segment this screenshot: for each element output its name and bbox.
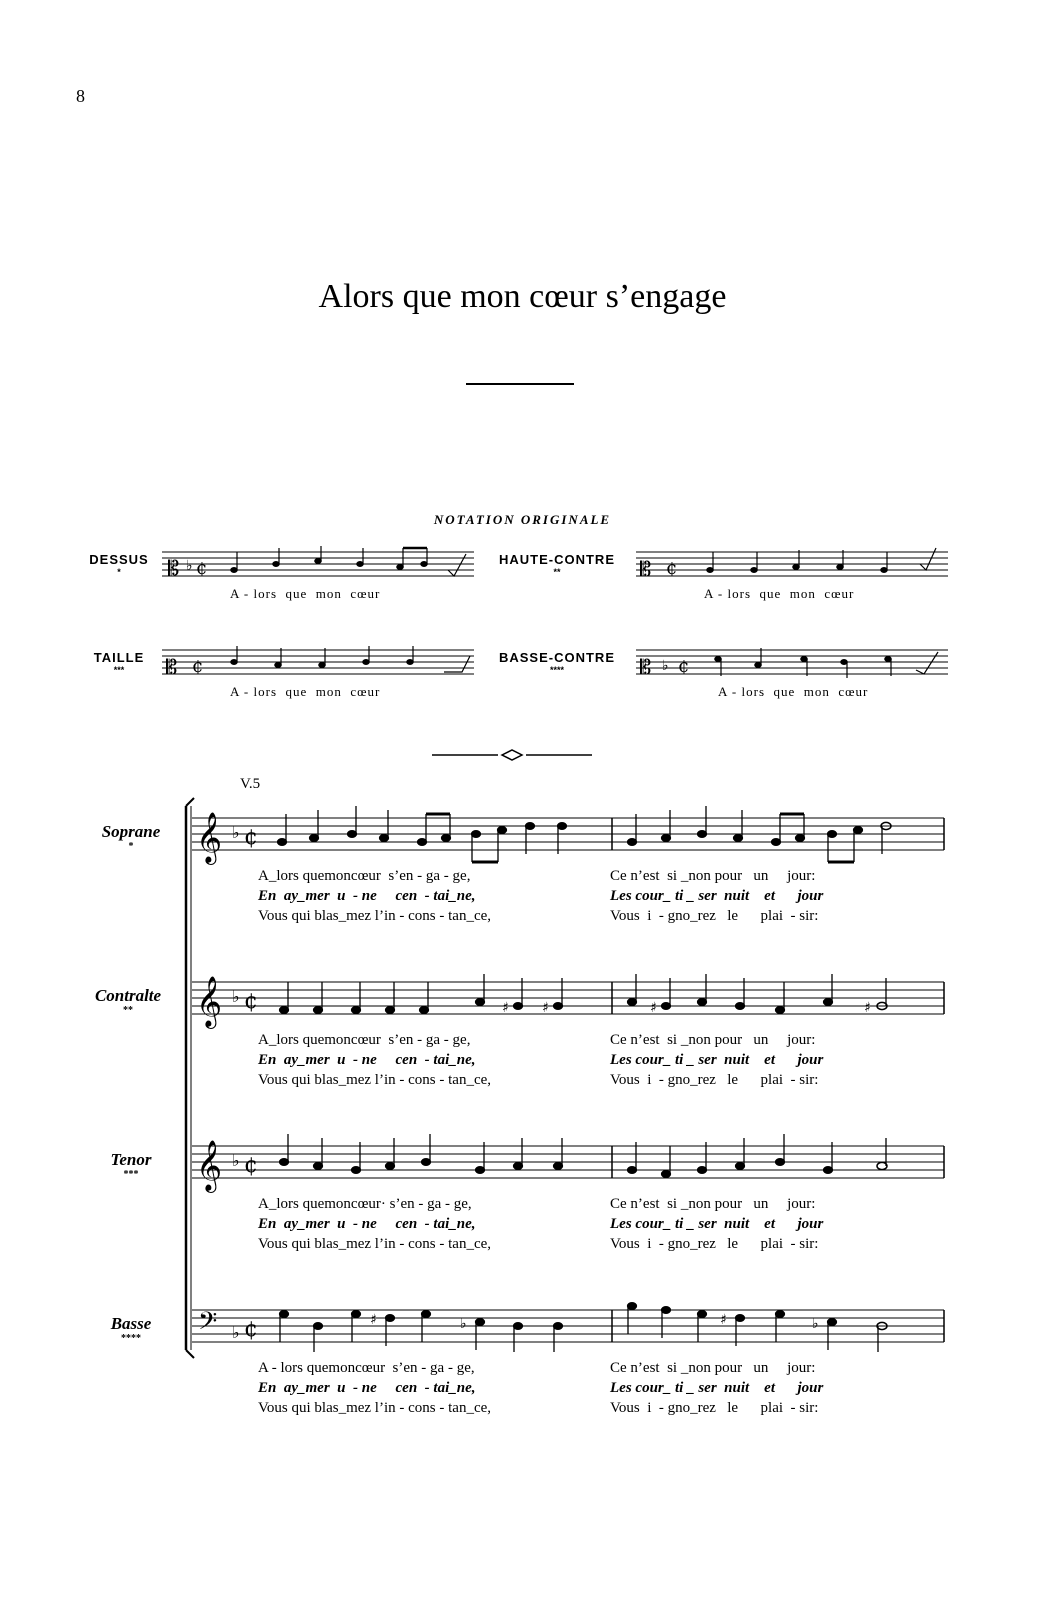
part-name: Soprane — [101, 822, 161, 841]
incipit-lyric-basse-contre: A - lors que mon cœur — [718, 684, 869, 699]
incipit-staff-haute-contre — [636, 548, 948, 584]
verse-line — [258, 886, 491, 906]
staff-soprane — [192, 800, 948, 863]
lyric-measure-2: Ce n’est si _non pour un jour: — [610, 1032, 816, 1048]
verse-line — [610, 886, 823, 906]
svg-text:𝄡: 𝄡 — [640, 655, 652, 679]
svg-text:𝄢: 𝄢 — [198, 1307, 218, 1342]
svg-text:♭: ♭ — [662, 658, 669, 674]
verse-line — [610, 1358, 823, 1378]
system-bracket — [180, 806, 194, 1350]
svg-text:¢: ¢ — [666, 558, 678, 579]
incipit-lyric-taille: A - lors que mon cœur — [230, 684, 381, 699]
svg-text:♭: ♭ — [232, 987, 240, 1006]
incipit-lyric-haute-contre: A - lors que mon cœur — [704, 586, 855, 601]
verse-line — [258, 1234, 491, 1254]
lyric-measure-1: A - lors quemoncœur s’en - ga - ge, — [258, 1360, 475, 1376]
lyric-measure-2: Les cour_ ti _ ser nuit et jour — [610, 1052, 824, 1068]
verse-line — [258, 1070, 491, 1090]
voice-label-haute-contre — [480, 552, 634, 577]
part-stars: *** — [123, 1169, 139, 1180]
ornamental-divider — [432, 748, 592, 762]
svg-text:♭: ♭ — [186, 558, 193, 574]
lyric-measure-1: Vous qui blas_mez l’in - cons - tan_ce, — [258, 1072, 492, 1088]
part-name: Contralte — [94, 986, 162, 1005]
lyrics-tenor-m2 — [610, 1194, 823, 1254]
tempo-mark: V.5 — [240, 776, 261, 792]
lyric-measure-1: A_lors quemoncœur· s’en - ga - ge, — [258, 1196, 472, 1212]
lyric-measure-2: Ce n’est si _non pour un jour: — [610, 1196, 816, 1212]
part-label-soprane — [86, 822, 176, 852]
voice-stars: **** — [549, 665, 564, 675]
lyric-measure-1: Vous qui blas_mez l’in - cons - tan_ce, — [258, 908, 492, 924]
staff-basse — [192, 1292, 948, 1352]
incipit-staff-basse-contre — [636, 646, 948, 682]
part-stars: ** — [123, 1005, 133, 1016]
lyric-measure-2: Ce n’est si _non pour un jour: — [610, 1360, 816, 1376]
verse-line — [610, 1030, 823, 1050]
svg-text:¢: ¢ — [678, 656, 690, 677]
svg-text:♯: ♯ — [720, 1312, 727, 1328]
notation-heading: NOTATION ORIGINALE — [433, 512, 612, 527]
lyric-measure-2: Les cour_ ti _ ser nuit et jour — [610, 888, 824, 904]
svg-text:♭: ♭ — [232, 1323, 240, 1342]
voice-label-basse-contre — [480, 650, 634, 675]
lyrics-tenor — [258, 1194, 491, 1254]
svg-text:♯: ♯ — [542, 1000, 549, 1016]
svg-text:♯: ♯ — [370, 1312, 377, 1328]
lyrics-basse — [258, 1358, 491, 1418]
svg-text:¢: ¢ — [244, 1153, 258, 1178]
voice-label-taille — [80, 650, 158, 675]
page-number: 8 — [76, 86, 85, 106]
svg-text:♭: ♭ — [232, 1151, 240, 1170]
part-label-tenor — [86, 1150, 176, 1180]
voice-name: DESSUS — [89, 552, 149, 567]
staff-contralte — [192, 964, 948, 1027]
lyric-measure-1: A_lors quemoncœur s’en - ga - ge, — [258, 1032, 471, 1048]
lyrics-basse-m2 — [610, 1358, 823, 1418]
svg-text:♭: ♭ — [460, 1316, 467, 1332]
voice-name: HAUTE-CONTRE — [499, 552, 615, 567]
lyrics-soprane — [258, 866, 491, 926]
svg-text:♭: ♭ — [812, 1316, 819, 1332]
svg-text:𝄞: 𝄞 — [196, 1140, 223, 1191]
svg-text:𝄡: 𝄡 — [166, 655, 178, 679]
voice-label-dessus — [80, 552, 158, 577]
verse-line — [610, 1194, 823, 1214]
svg-text:♯: ♯ — [650, 1000, 657, 1016]
part-label-contralte — [80, 986, 176, 1016]
verse-line — [610, 1050, 823, 1070]
lyrics-soprane-m2 — [610, 866, 823, 926]
voice-name: BASSE-CONTRE — [498, 650, 615, 665]
lyric-measure-2: Vous i - gno_rez le plai - sir: — [610, 1236, 819, 1252]
verse-line — [258, 1378, 491, 1398]
lyric-measure-1: En ay_mer u - ne cen - tai_ne, — [258, 888, 476, 904]
svg-text:𝄞: 𝄞 — [196, 812, 223, 863]
svg-text:¢: ¢ — [244, 825, 258, 850]
svg-text:¢: ¢ — [244, 989, 258, 1014]
lyrics-contralte — [258, 1030, 491, 1090]
lyric-measure-1: En ay_mer u - ne cen - tai_ne, — [258, 1216, 476, 1232]
svg-text:♯: ♯ — [502, 1000, 509, 1016]
verse-line — [258, 1030, 491, 1050]
voice-name: TAILLE — [93, 650, 145, 665]
verse-line — [258, 866, 491, 886]
part-stars: **** — [121, 1333, 141, 1344]
lyric-measure-2: Vous i - gno_rez le plai - sir: — [610, 908, 819, 924]
incipit-staff-taille — [162, 646, 474, 682]
verse-line — [610, 866, 823, 886]
svg-text:¢: ¢ — [196, 558, 208, 579]
lyric-measure-2: Vous i - gno_rez le plai - sir: — [610, 1072, 819, 1088]
verse-line — [258, 1214, 491, 1234]
incipit-lyric-dessus: A - lors que mon cœur — [230, 586, 381, 601]
lyric-measure-1: En ay_mer u - ne cen - tai_ne, — [258, 1380, 476, 1396]
verse-line — [610, 906, 823, 926]
lyric-measure-1: Vous qui blas_mez l’in - cons - tan_ce, — [258, 1400, 492, 1416]
lyric-measure-1: En ay_mer u - ne cen - tai_ne, — [258, 1052, 476, 1068]
voice-stars: * — [117, 567, 121, 577]
part-stars: * — [128, 841, 134, 852]
staff-tenor — [192, 1128, 948, 1191]
verse-line — [610, 1234, 823, 1254]
lyric-measure-2: Les cour_ ti _ ser nuit et jour — [610, 1380, 824, 1396]
incipit-staff-dessus — [162, 548, 474, 584]
verse-line — [610, 1398, 823, 1418]
verse-line — [258, 906, 491, 926]
lyric-measure-2: Les cour_ ti _ ser nuit et jour — [610, 1216, 824, 1232]
lyrics-contralte-m2 — [610, 1030, 823, 1090]
verse-line — [258, 1050, 491, 1070]
verse-line — [610, 1214, 823, 1234]
voice-stars: *** — [113, 665, 125, 675]
part-name: Basse — [110, 1314, 152, 1333]
svg-text:♭: ♭ — [232, 823, 240, 842]
svg-text:𝄞: 𝄞 — [196, 976, 223, 1027]
svg-text:𝄡: 𝄡 — [640, 557, 652, 581]
svg-text:♯: ♯ — [864, 1000, 871, 1016]
part-name: Tenor — [110, 1150, 152, 1169]
part-label-basse — [86, 1314, 176, 1344]
lyric-measure-2: Vous i - gno_rez le plai - sir: — [610, 1400, 819, 1416]
page-title: Alors que mon cœur s’engage — [318, 278, 727, 315]
lyric-measure-2: Ce n’est si _non pour un jour: — [610, 868, 816, 884]
svg-text:¢: ¢ — [192, 656, 204, 677]
lyric-measure-1: A_lors quemoncœur s’en - ga - ge, — [258, 868, 471, 884]
voice-stars: ** — [553, 567, 561, 577]
verse-line — [258, 1398, 491, 1418]
lyric-measure-1: Vous qui blas_mez l’in - cons - tan_ce, — [258, 1236, 492, 1252]
verse-line — [610, 1070, 823, 1090]
verse-line — [258, 1194, 491, 1214]
verse-line — [610, 1378, 823, 1398]
verse-line — [258, 1358, 491, 1378]
title-rule — [466, 383, 574, 385]
svg-text:𝄡: 𝄡 — [168, 556, 180, 580]
svg-text:¢: ¢ — [244, 1317, 258, 1342]
